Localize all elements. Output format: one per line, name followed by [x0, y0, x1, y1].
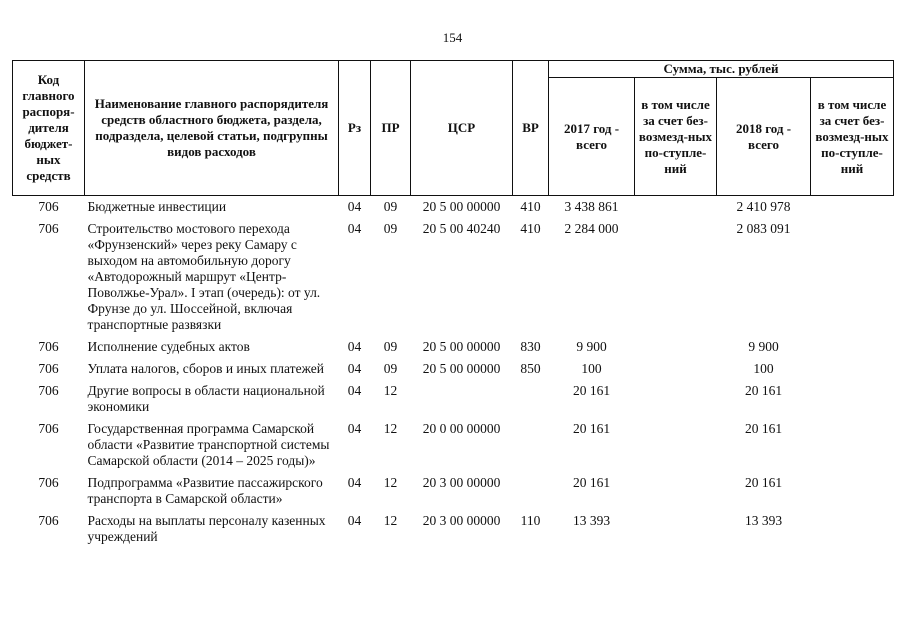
header-name: Наименование главного распорядителя средств областного бюджета, раздела, подраздела, целевой статьи, подгрупны видов расходов: [85, 61, 339, 196]
cell-2018-total: 2 083 091: [736, 221, 791, 236]
cell-csr: 20 5 00 00000: [422, 339, 501, 354]
cell-pr: 09: [383, 339, 398, 354]
cell-vr: 850: [520, 361, 541, 376]
cell-pr: 09: [383, 361, 398, 376]
cell-code: 706: [38, 513, 59, 528]
table-row: [13, 419, 894, 473]
cell-code: 706: [38, 221, 59, 236]
header-pr: ПР: [371, 61, 411, 196]
cell-vr: [513, 419, 549, 473]
cell-name: Строительство мостового перехода «Фрунзенский» через реку Самару с выходом на автомобильную дорогу «Автодорожный маршрут «Центр-Поволжье-Урал». I этап (очередь): от ул. Фрунзе до ул. Шоссейной, включая транспортные развязки: [87, 221, 321, 332]
cell-pr: 12: [383, 475, 398, 490]
cell-2018-total: 20 161: [744, 383, 783, 398]
cell-pr: 09: [383, 199, 398, 214]
cell-2018-total: 2 410 978: [736, 199, 791, 214]
header-2018-total: 2018 год - всего: [717, 78, 811, 196]
cell-rz: 04: [347, 199, 362, 214]
cell-2017-total: 20 161: [572, 475, 611, 490]
cell-2017-grants: [635, 511, 717, 549]
cell-2017-grants: [635, 359, 717, 381]
cell-2017-total: 9 900: [576, 339, 607, 354]
table-row: [13, 381, 894, 419]
cell-2018-grants: [811, 473, 894, 511]
cell-2017-total: 3 438 861: [564, 199, 619, 214]
cell-pr: 12: [383, 513, 398, 528]
table-row: [13, 359, 894, 381]
header-2017-grants: в том числе за счет без-возмезд-ных по-ступле-ний: [635, 78, 717, 196]
budget-table: [12, 60, 894, 549]
cell-csr: 20 5 00 00000: [422, 199, 501, 214]
header-rz: Рз: [339, 61, 371, 196]
cell-2018-total: 20 161: [744, 475, 783, 490]
cell-name: Уплата налогов, сборов и иных платежей: [87, 361, 324, 376]
cell-2017-grants: [635, 196, 717, 220]
cell-2017-total: 20 161: [572, 383, 611, 398]
header-code: Код главного распоря-дителя бюджет-ных средств: [13, 61, 85, 196]
cell-2018-grants: [811, 337, 894, 359]
cell-pr: 12: [383, 421, 398, 436]
cell-rz: 04: [347, 339, 362, 354]
cell-2018-total: 13 393: [744, 513, 783, 528]
cell-vr: [513, 381, 549, 419]
cell-code: 706: [38, 383, 59, 398]
cell-code: 706: [38, 475, 59, 490]
header-2018-grants: в том числе за счет без-возмезд-ных по-ступле-ний: [811, 78, 894, 196]
cell-2017-grants: [635, 473, 717, 511]
cell-2018-total: 100: [753, 361, 774, 376]
cell-2017-total: 100: [581, 361, 602, 376]
cell-2018-grants: [811, 419, 894, 473]
cell-2017-total: 2 284 000: [564, 221, 619, 236]
cell-rz: 04: [347, 361, 362, 376]
cell-name: Исполнение судебных актов: [87, 339, 250, 354]
header-vr: ВР: [513, 61, 549, 196]
cell-name: Бюджетные инвестиции: [87, 199, 227, 214]
cell-csr: 20 0 00 00000: [422, 421, 501, 436]
cell-2018-grants: [811, 196, 894, 220]
table-row: [13, 196, 894, 220]
cell-2017-total: 20 161: [572, 421, 611, 436]
cell-csr: 20 3 00 00000: [422, 513, 501, 528]
cell-2017-total: 13 393: [572, 513, 611, 528]
cell-rz: 04: [347, 421, 362, 436]
cell-2017-grants: [635, 337, 717, 359]
cell-2018-grants: [811, 381, 894, 419]
table-row: [13, 219, 894, 337]
table-row: [13, 511, 894, 549]
cell-csr: 20 3 00 00000: [422, 475, 501, 490]
page-number: 154: [442, 30, 463, 45]
table-row: [13, 337, 894, 359]
cell-code: 706: [38, 421, 59, 436]
cell-vr: 830: [520, 339, 541, 354]
cell-rz: 04: [347, 383, 362, 398]
cell-rz: 04: [347, 221, 362, 236]
cell-csr: 20 5 00 40240: [422, 221, 501, 236]
cell-csr: 20 5 00 00000: [422, 361, 501, 376]
cell-code: 706: [38, 199, 59, 214]
cell-vr: 410: [520, 221, 541, 236]
cell-2018-total: 9 900: [748, 339, 779, 354]
cell-2017-grants: [635, 219, 717, 337]
cell-rz: 04: [347, 475, 362, 490]
cell-name: Подпрограмма «Развитие пассажирского транспорта в Самарской области»: [87, 475, 323, 506]
header-sum-group: Сумма, тыс. рублей: [549, 61, 894, 78]
cell-name: Другие вопросы в области национальной экономики: [87, 383, 325, 414]
table-row: [13, 473, 894, 511]
cell-name: Государственная программа Самарской области «Развитие транспортной системы Самарской области (2014 – 2025 годы)»: [87, 421, 330, 468]
header-2017-total: 2017 год - всего: [549, 78, 635, 196]
table-header: [13, 61, 894, 196]
cell-2018-grants: [811, 219, 894, 337]
cell-code: 706: [38, 339, 59, 354]
cell-vr: 410: [520, 199, 541, 214]
cell-code: 706: [38, 361, 59, 376]
cell-2017-grants: [635, 381, 717, 419]
cell-csr: [411, 381, 513, 419]
cell-vr: 110: [520, 513, 541, 528]
cell-name: Расходы на выплаты персоналу казенных учреждений: [87, 513, 326, 544]
cell-vr: [513, 473, 549, 511]
cell-pr: 09: [383, 221, 398, 236]
cell-2018-grants: [811, 511, 894, 549]
cell-pr: 12: [383, 383, 398, 398]
table-body: [13, 196, 894, 550]
cell-rz: 04: [347, 513, 362, 528]
cell-2017-grants: [635, 419, 717, 473]
header-csr: ЦСР: [411, 61, 513, 196]
cell-2018-grants: [811, 359, 894, 381]
cell-2018-total: 20 161: [744, 421, 783, 436]
